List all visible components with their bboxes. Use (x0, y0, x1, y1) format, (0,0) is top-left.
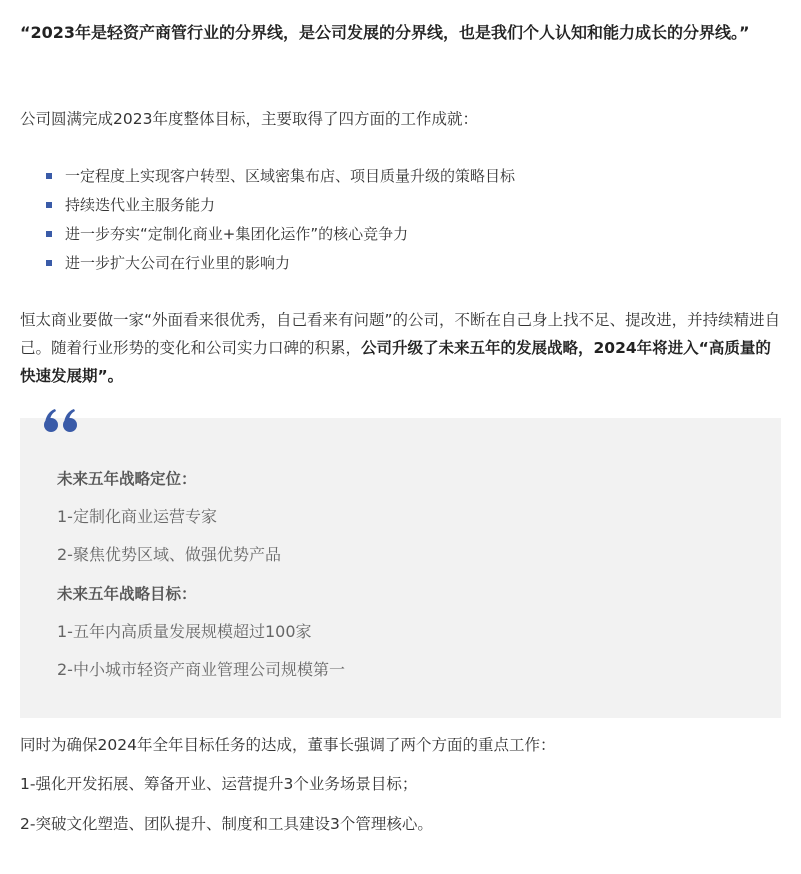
list-item (44, 249, 515, 278)
square-bullet-icon (46, 173, 52, 179)
strategy-paragraph (20, 306, 785, 390)
achievement-list (44, 162, 515, 278)
positioning-heading: 未来五年战略定位： (57, 470, 197, 488)
list-item-text: 进一步夯实“定制化商业+集团化运作”的核心竞争力 (65, 225, 409, 243)
closing-item: 1-强化开发拓展、筹备开业、运营提升3个业务场景目标； (20, 775, 418, 793)
goal-heading: 未来五年战略目标： (57, 585, 197, 603)
square-bullet-icon (46, 202, 52, 208)
square-bullet-icon (46, 260, 52, 266)
list-item-text: 持续迭代业主服务能力 (65, 196, 216, 214)
list-item (44, 220, 515, 249)
list-item (44, 191, 515, 220)
list-item (44, 162, 515, 191)
closing-item: 2-突破文化塑造、团队提升、制度和工具建设3个管理核心。 (20, 815, 433, 833)
list-item-text: 进一步扩大公司在行业里的影响力 (65, 254, 291, 272)
quote-mark-icon (42, 408, 82, 434)
positioning-item: 1-定制化商业运营专家 (57, 507, 217, 526)
strategy-paragraph-text: 恒太商业要做一家“外面看来很优秀，自己看来有问题”的公司，不断在自己身上找不足、提改进，并持续精进自己。随着行业形势的变化和公司实力口碑的积累， (20, 311, 781, 357)
positioning-item: 2-聚焦优势区域、做强优势产品 (57, 545, 281, 564)
goal-item: 2-中小城市轻资产商业管理公司规模第一 (57, 660, 345, 679)
strategy-paragraph-emphasis: 公司升级了未来五年的发展战略，2024年将进入“高质量的快速发展期”。 (20, 339, 771, 385)
intro-paragraph: 公司圆满完成2023年度整体目标，主要取得了四方面的工作成就： (20, 110, 478, 128)
headline-quote: “2023年是轻资产商管行业的分界线，是公司发展的分界线，也是我们个人认知和能力成长的分界线。” (20, 23, 750, 42)
square-bullet-icon (46, 231, 52, 237)
goal-item: 1-五年内高质量发展规模超过100家 (57, 622, 312, 641)
closing-paragraph: 同时为确保2024年全年目标任务的达成，董事长强调了两个方面的重点工作： (20, 736, 556, 754)
list-item-text: 一定程度上实现客户转型、区域密集布店、项目质量升级的策略目标 (65, 167, 516, 185)
